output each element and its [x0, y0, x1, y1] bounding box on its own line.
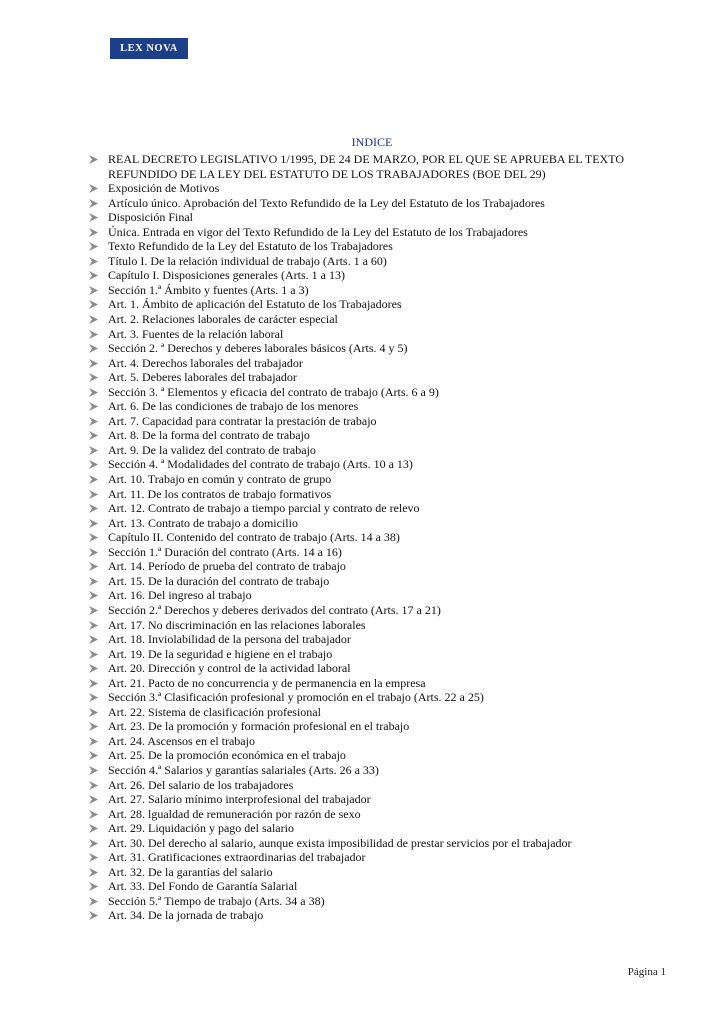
toc-entry[interactable]: [88, 210, 688, 225]
toc-entry[interactable]: [88, 399, 688, 414]
arrow-bullet-icon: [88, 547, 100, 558]
toc-entry[interactable]: [88, 705, 688, 720]
arrow-bullet-icon: [88, 590, 100, 601]
toc-entry[interactable]: [88, 763, 688, 778]
toc-entry-label: Art. 17. No discriminación en las relaciones laborales: [108, 617, 366, 632]
arrow-bullet-icon: [88, 416, 100, 427]
toc-entry[interactable]: [88, 603, 688, 618]
toc-entry-label: Sección 1.ª Ámbito y fuentes (Arts. 1 a 3): [108, 282, 309, 297]
arrow-bullet-icon: [88, 372, 100, 383]
toc-entry[interactable]: [88, 370, 688, 385]
toc-entry-label: Art. 34. De la jornada de trabajo: [108, 908, 264, 923]
toc-entry[interactable]: [88, 807, 688, 822]
arrow-bullet-icon: [88, 474, 100, 485]
toc-entry[interactable]: [88, 836, 688, 851]
arrow-bullet-icon: [88, 576, 100, 587]
toc-entry[interactable]: [88, 719, 688, 734]
toc-entry[interactable]: [88, 530, 688, 545]
toc-entry-label: Sección 4. ª Modalidades del contrato de trabajo (Arts. 10 a 13): [108, 457, 413, 472]
arrow-bullet-icon: [88, 183, 100, 194]
arrow-bullet-icon: [88, 489, 100, 500]
arrow-bullet-icon: [88, 343, 100, 354]
arrow-bullet-icon: [88, 445, 100, 456]
toc-entry-label: Art. 3. Fuentes de la relación laboral: [108, 326, 284, 341]
toc-entry[interactable]: [88, 690, 688, 705]
toc-entry[interactable]: [88, 618, 688, 633]
toc-entry[interactable]: [88, 457, 688, 472]
toc-entry-label: Art. 26. Del salario de los trabajadores: [108, 777, 294, 792]
toc-entry-label: Art. 23. De la promoción y formación profesional en el trabajo: [108, 719, 410, 734]
arrow-bullet-icon: [88, 750, 100, 761]
arrow-bullet-icon: [88, 387, 100, 398]
toc-entry-label: Art. 22. Sistema de clasificación profesional: [108, 704, 321, 719]
toc-entry-label: Artículo único. Aprobación del Texto Refundido de la Ley del Estatuto de los Trabajadores: [108, 195, 545, 210]
toc-entry[interactable]: [88, 879, 688, 894]
arrow-bullet-icon: [88, 896, 100, 907]
toc-entry-label: Art. 31. Gratificaciones extraordinarias del trabajador: [108, 850, 366, 865]
toc-entry-label: Art. 4. Derechos laborales del trabajador: [108, 355, 303, 370]
arrow-bullet-icon: [88, 358, 100, 369]
toc-entry[interactable]: [88, 748, 688, 763]
arrow-bullet-icon: [88, 736, 100, 747]
arrow-bullet-icon: [88, 198, 100, 209]
arrow-bullet-icon: [88, 838, 100, 849]
toc-entry[interactable]: [88, 647, 688, 662]
toc-entry-label: Art. 12. Contrato de trabajo a tiempo parcial y contrato de relevo: [108, 501, 420, 516]
arrow-bullet-icon: [88, 561, 100, 572]
toc-entry-label: Art. 30. Del derecho al salario, aunque exista imposibilidad de prestar servicios por el trabajador: [108, 835, 572, 850]
toc-entry[interactable]: [88, 239, 688, 254]
toc-entry-label: Sección 3.ª Clasificación profesional y promoción en el trabajo (Arts. 22 a 25): [108, 690, 484, 705]
arrow-bullet-icon: [88, 692, 100, 703]
arrow-bullet-icon: [88, 794, 100, 805]
toc-entry[interactable]: [88, 443, 688, 458]
toc-entry[interactable]: [88, 283, 688, 298]
toc-entry-label: Art. 33. Del Fondo de Garantía Salarial: [108, 879, 298, 894]
toc-entry-label: Art. 1. Ámbito de aplicación del Estatuto de los Trabajadores: [108, 297, 402, 312]
toc-entry[interactable]: [88, 559, 688, 574]
toc-entry-label: Art. 2. Relaciones laborales de carácter especial: [108, 312, 338, 327]
toc-entry[interactable]: [88, 574, 688, 589]
arrow-bullet-icon: [88, 241, 100, 252]
toc-entry[interactable]: [88, 341, 688, 356]
arrow-bullet-icon: [88, 532, 100, 543]
table-of-contents: [88, 152, 688, 923]
toc-entry-label: Art. 32. De la garantías del salario: [108, 864, 273, 879]
arrow-bullet-icon: [88, 430, 100, 441]
arrow-bullet-icon: [88, 881, 100, 892]
toc-entry[interactable]: [88, 225, 688, 240]
toc-entry[interactable]: [88, 792, 688, 807]
toc-entry[interactable]: [88, 545, 688, 560]
arrow-bullet-icon: [88, 314, 100, 325]
arrow-bullet-icon: [88, 707, 100, 718]
toc-entry[interactable]: [88, 821, 688, 836]
toc-entry-label: Art. 19. De la seguridad e higiene en el trabajo: [108, 646, 333, 661]
toc-entry[interactable]: [88, 908, 688, 923]
toc-entry-label: Art. 8. De la forma del contrato de trabajo: [108, 428, 310, 443]
toc-entry[interactable]: [88, 254, 688, 269]
arrow-bullet-icon: [88, 809, 100, 820]
toc-entry-label: Exposición de Motivos: [108, 181, 220, 196]
toc-entry[interactable]: [88, 865, 688, 880]
toc-entry-label: REAL DECRETO LEGISLATIVO 1/1995, DE 24 DE MARZO, POR EL QUE SE APRUEBA EL TEXTO REFUNDIDO DE LA LEY DEL ESTATUTO DE LOS TRABAJADORES (BOE DEL 29): [108, 152, 624, 181]
arrow-bullet-icon: [88, 256, 100, 267]
toc-entry[interactable]: [88, 268, 688, 283]
arrow-bullet-icon: [88, 852, 100, 863]
toc-entry[interactable]: [88, 501, 688, 516]
toc-entry-label: Art. 9. De la validez del contrato de trabajo: [108, 442, 316, 457]
toc-entry[interactable]: [88, 152, 688, 181]
lex-nova-logo: [110, 38, 188, 59]
arrow-bullet-icon: [88, 634, 100, 645]
toc-entry-label: Art. 5. Deberes laborales del trabajador: [108, 370, 297, 385]
arrow-bullet-icon: [88, 780, 100, 791]
toc-entry-label: Art. 27. Salario mínimo interprofesional del trabajador: [108, 792, 371, 807]
toc-entry-label: Título I. De la relación individual de trabajo (Arts. 1 a 60): [108, 253, 387, 268]
arrow-bullet-icon: [88, 678, 100, 689]
arrow-bullet-icon: [88, 212, 100, 223]
page-number: Página 1: [627, 966, 666, 978]
toc-entry-label: Art. 20. Dirección y control de la actividad laboral: [108, 661, 351, 676]
toc-entry[interactable]: [88, 472, 688, 487]
toc-entry-label: Art. 11. De los contratos de trabajo formativos: [108, 486, 332, 501]
toc-entry[interactable]: [88, 676, 688, 691]
toc-entry-label: Art. 7. Capacidad para contratar la prestación de trabajo: [108, 413, 377, 428]
arrow-bullet-icon: [88, 299, 100, 310]
toc-entry[interactable]: [88, 312, 688, 327]
arrow-bullet-icon: [88, 765, 100, 776]
arrow-bullet-icon: [88, 620, 100, 631]
toc-entry-label: Capítulo I. Disposiciones generales (Arts. 1 a 13): [108, 268, 345, 283]
toc-entry-label: Art. 18. Inviolabilidad de la persona del trabajador: [108, 632, 351, 647]
arrow-bullet-icon: [88, 285, 100, 296]
logo-text: LEX NOVA: [120, 43, 178, 54]
toc-entry-label: Art. 29. Liquidación y pago del salario: [108, 821, 294, 836]
toc-entry[interactable]: [88, 661, 688, 676]
toc-entry[interactable]: [88, 850, 688, 865]
arrow-bullet-icon: [88, 503, 100, 514]
toc-entry-label: Sección 5.ª Tiempo de trabajo (Arts. 34 a 38): [108, 893, 325, 908]
toc-entry-label: Art. 25. De la promoción económica en el trabajo: [108, 748, 346, 763]
arrow-bullet-icon: [88, 867, 100, 878]
arrow-bullet-icon: [88, 518, 100, 529]
toc-entry-label: Art. 21. Pacto de no concurrencia y de permanencia en la empresa: [108, 675, 426, 690]
toc-entry[interactable]: [88, 385, 688, 400]
arrow-bullet-icon: [88, 270, 100, 281]
arrow-bullet-icon: [88, 459, 100, 470]
toc-entry-label: Art. 16. Del ingreso al trabajo: [108, 588, 252, 603]
toc-entry[interactable]: [88, 734, 688, 749]
toc-entry[interactable]: [88, 516, 688, 531]
toc-entry-label: Art. 24. Ascensos en el trabajo: [108, 733, 255, 748]
toc-entry[interactable]: [88, 487, 688, 502]
toc-entry[interactable]: [88, 428, 688, 443]
arrow-bullet-icon: [88, 227, 100, 238]
toc-entry-label: Disposición Final: [108, 210, 194, 225]
arrow-bullet-icon: [88, 154, 100, 165]
toc-entry[interactable]: [88, 297, 688, 312]
arrow-bullet-icon: [88, 910, 100, 921]
toc-entry[interactable]: [88, 588, 688, 603]
arrow-bullet-icon: [88, 649, 100, 660]
toc-entry[interactable]: [88, 181, 688, 196]
toc-entry[interactable]: [88, 632, 688, 647]
toc-entry-label: Capítulo II. Contenido del contrato de trabajo (Arts. 14 a 38): [108, 530, 400, 545]
toc-entry[interactable]: [88, 414, 688, 429]
toc-entry-label: Sección 2. ª Derechos y deberes laborales básicos (Arts. 4 y 5): [108, 341, 408, 356]
arrow-bullet-icon: [88, 329, 100, 340]
toc-entry-label: Art. 6. De las condiciones de trabajo de los menores: [108, 399, 359, 414]
toc-entry-label: Art. 13. Contrato de trabajo a domicilio: [108, 515, 298, 530]
toc-entry-label: Art. 28. lgualdad de remuneración por razón de sexo: [108, 806, 361, 821]
toc-entry-label: Art. 14. Período de prueba del contrato de trabajo: [108, 559, 346, 574]
index-title: INDICE: [351, 135, 393, 149]
toc-entry[interactable]: [88, 196, 688, 211]
toc-entry-label: Sección 3. ª Elementos y eficacia del contrato de trabajo (Arts. 6 a 9): [108, 384, 439, 399]
toc-entry-label: Art. 15. De la duración del contrato de trabajo: [108, 573, 330, 588]
toc-entry[interactable]: [88, 894, 688, 909]
toc-entry-label: Sección 1.ª Duración del contrato (Arts. 14 a 16): [108, 544, 342, 559]
arrow-bullet-icon: [88, 823, 100, 834]
toc-entry-label: Sección 2.ª Derechos y deberes derivados del contrato (Arts. 17 a 21): [108, 602, 441, 617]
arrow-bullet-icon: [88, 401, 100, 412]
toc-entry-label: Texto Refundido de la Ley del Estatuto de los Trabajadores: [108, 239, 393, 254]
toc-entry-label: Sección 4.ª Salarios y garantías salariales (Arts. 26 a 33): [108, 762, 379, 777]
toc-entry[interactable]: [88, 327, 688, 342]
toc-entry-label: Art. 10. Trabajo en común y contrato de grupo: [108, 472, 332, 487]
arrow-bullet-icon: [88, 721, 100, 732]
toc-entry[interactable]: [88, 778, 688, 793]
arrow-bullet-icon: [88, 663, 100, 674]
toc-entry[interactable]: [88, 356, 688, 371]
arrow-bullet-icon: [88, 605, 100, 616]
toc-entry-label: Única. Entrada en vigor del Texto Refundido de la Ley del Estatuto de los Trabajadores: [108, 224, 528, 239]
